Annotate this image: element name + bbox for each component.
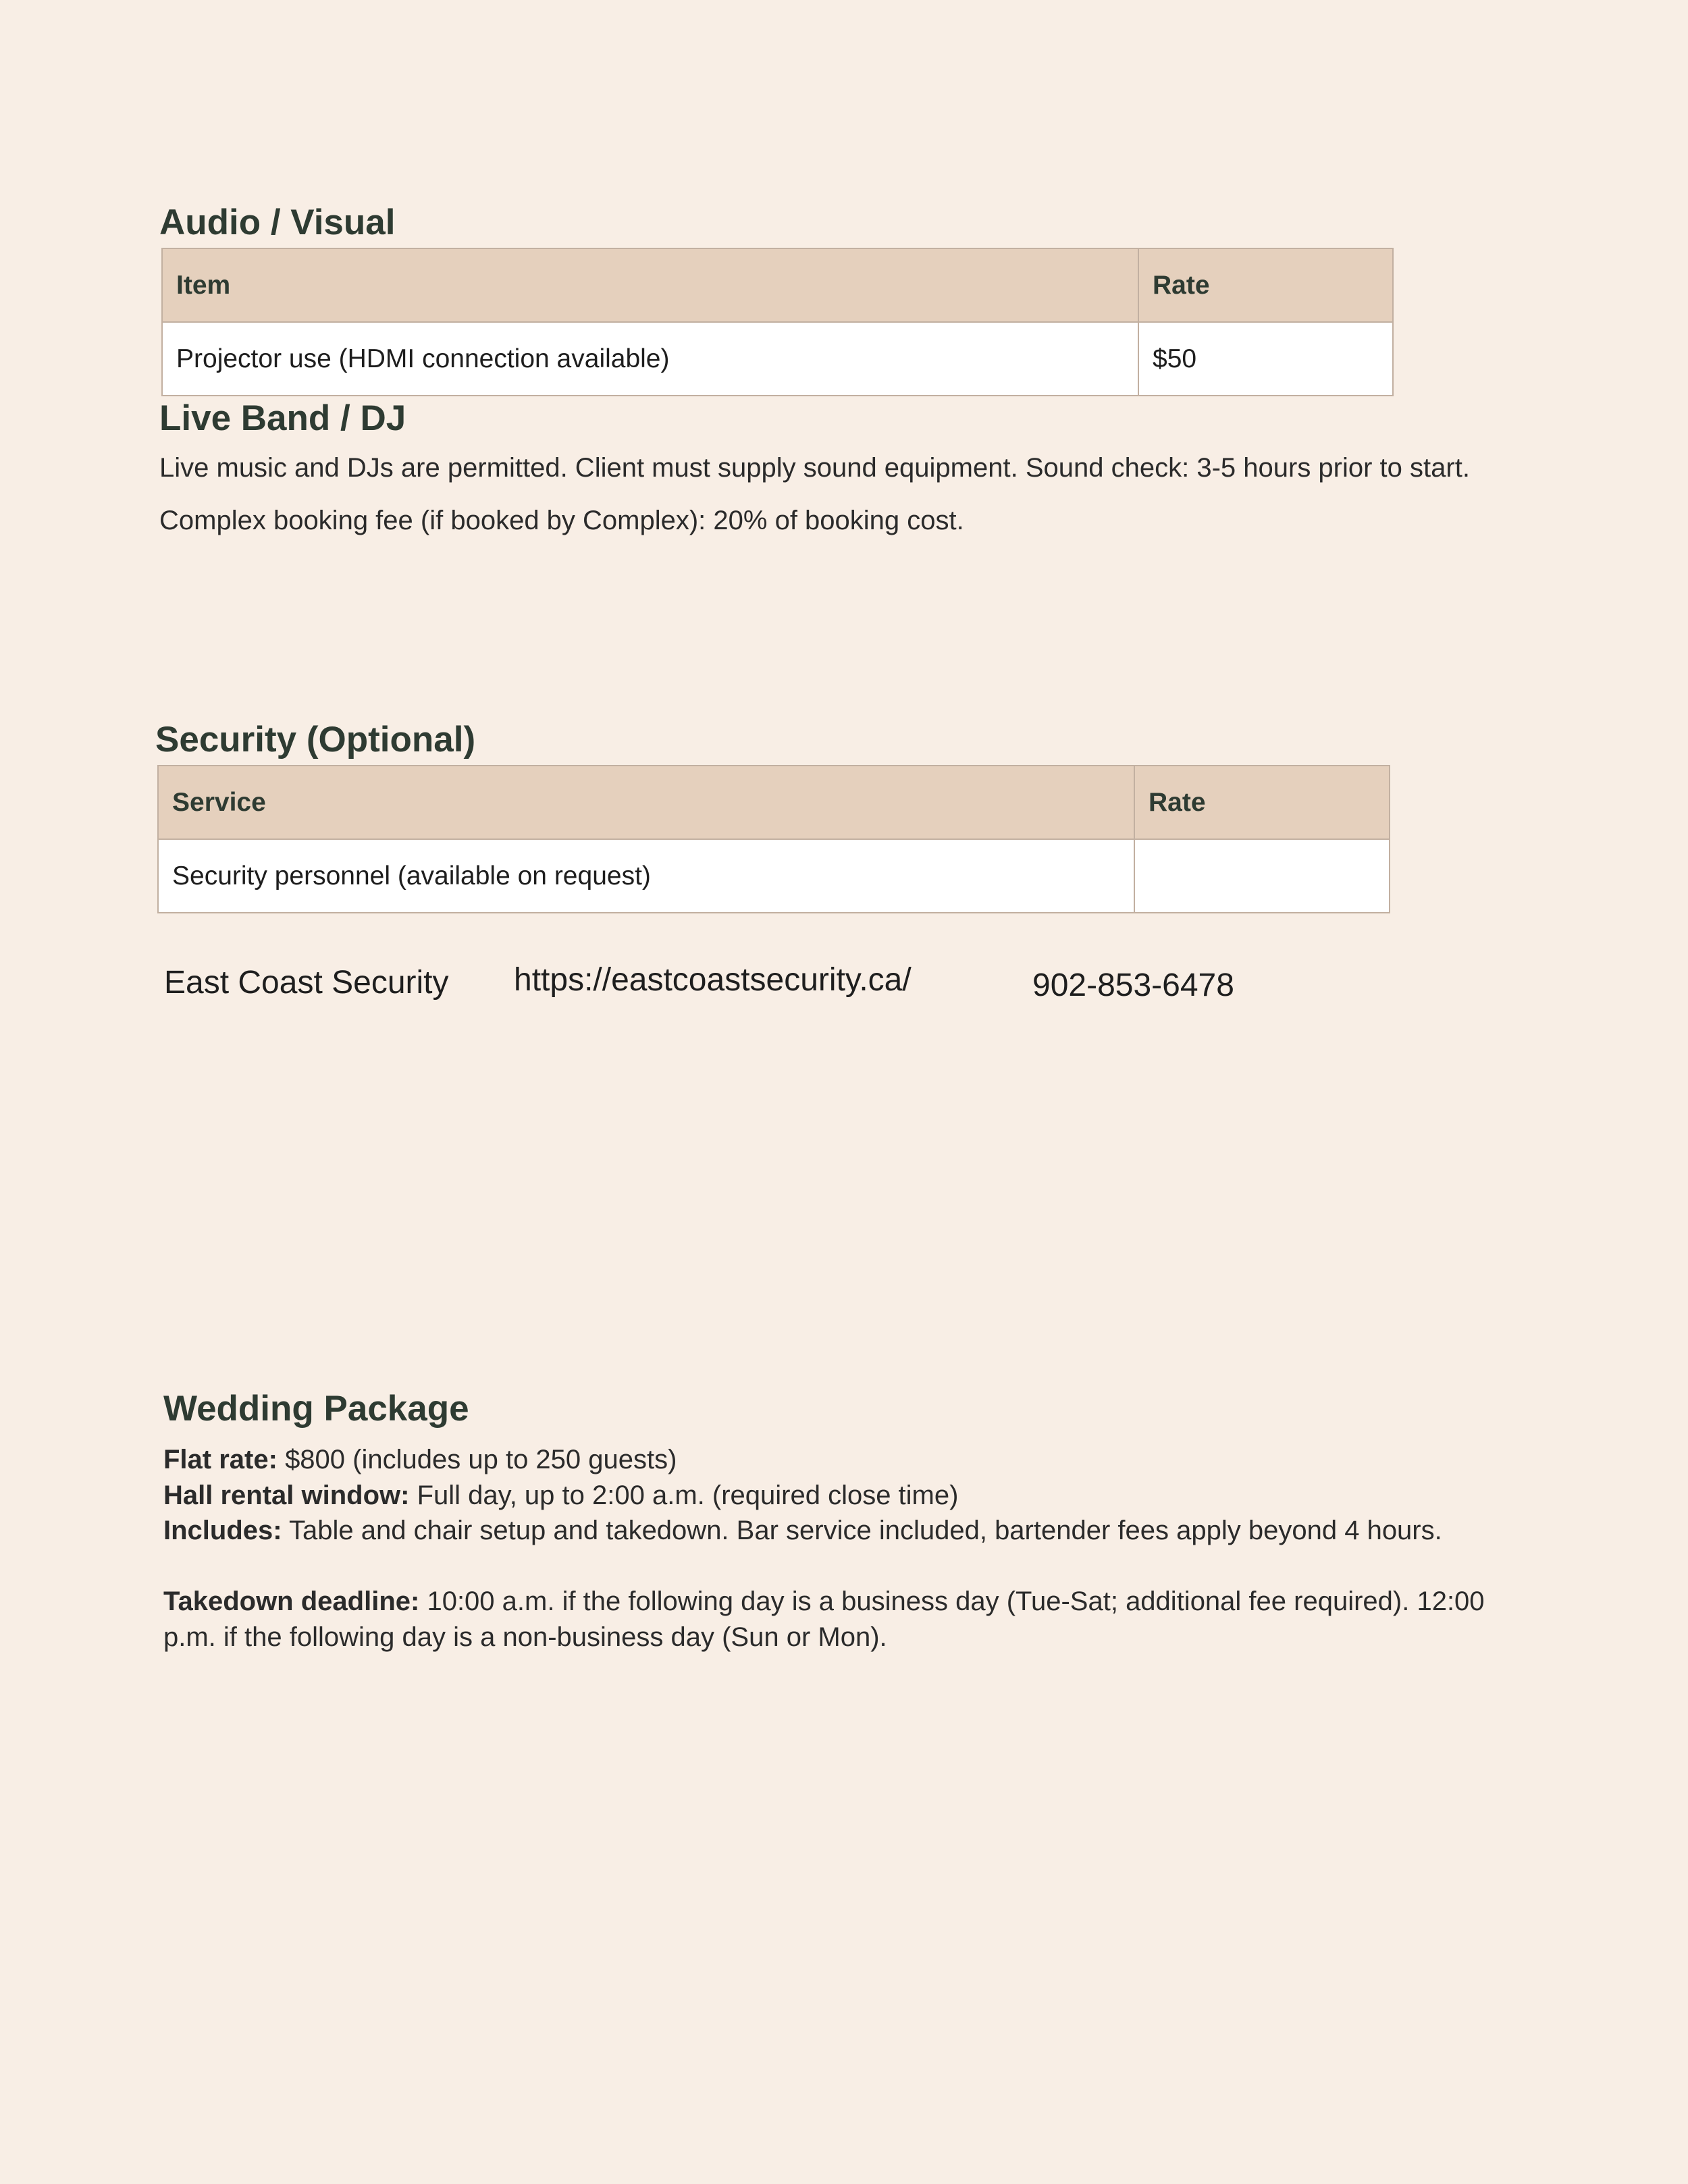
security-company-phone: 902-853-6478 — [1032, 967, 1234, 1003]
wedding-package-details — [163, 1442, 1541, 1655]
cell-service: Security personnel (available on request) — [158, 839, 1134, 913]
security-heading: Security (Optional) — [155, 720, 476, 760]
audio-visual-heading: Audio / Visual — [159, 203, 396, 242]
column-header-service: Service — [158, 766, 1134, 839]
flat-rate-line — [163, 1442, 1541, 1478]
cell-rate: $50 — [1138, 322, 1393, 396]
hall-rental-line — [163, 1478, 1541, 1514]
includes-line — [163, 1513, 1541, 1549]
includes-value: Table and chair setup and takedown. Bar service included, bartender fees apply beyond 4 hours. — [288, 1516, 1442, 1545]
hall-rental-label: Hall rental window: — [163, 1480, 410, 1510]
live-band-heading: Live Band / DJ — [159, 398, 406, 438]
table-row — [162, 322, 1393, 396]
table-header-row — [158, 766, 1390, 839]
audio-visual-table — [161, 248, 1394, 396]
cell-item: Projector use (HDMI connection available) — [162, 322, 1138, 396]
booking-fee-note: Complex booking fee (if booked by Complex): 20% of booking cost. — [159, 506, 964, 535]
column-header-rate: Rate — [1134, 766, 1390, 839]
live-band-description: Live music and DJs are permitted. Client must supply sound equipment. Sound check: 3-5 hours prior to start. — [159, 453, 1470, 483]
takedown-value: 10:00 a.m. if the following day is a business day (Tue-Sat; additional fee required). 12:00 p.m. if the following day is a non-business day (Sun or Mon). — [163, 1587, 1485, 1652]
table-header-row — [162, 248, 1393, 322]
security-table — [157, 765, 1390, 913]
takedown-label: Takedown deadline: — [163, 1587, 420, 1616]
takedown-line — [163, 1584, 1541, 1655]
column-header-item: Item — [162, 248, 1138, 322]
security-company-name: East Coast Security — [164, 965, 449, 1001]
security-company-url[interactable]: https://eastcoastsecurity.ca/ — [514, 962, 912, 998]
table-row — [158, 839, 1390, 913]
flat-rate-label: Flat rate: — [163, 1445, 278, 1474]
cell-rate — [1134, 839, 1390, 913]
wedding-package-heading: Wedding Package — [163, 1389, 469, 1429]
flat-rate-value: $800 (includes up to 250 guests) — [285, 1445, 677, 1474]
hall-rental-value: Full day, up to 2:00 a.m. (required close time) — [417, 1480, 959, 1510]
includes-label: Includes: — [163, 1516, 282, 1545]
column-header-rate: Rate — [1138, 248, 1393, 322]
